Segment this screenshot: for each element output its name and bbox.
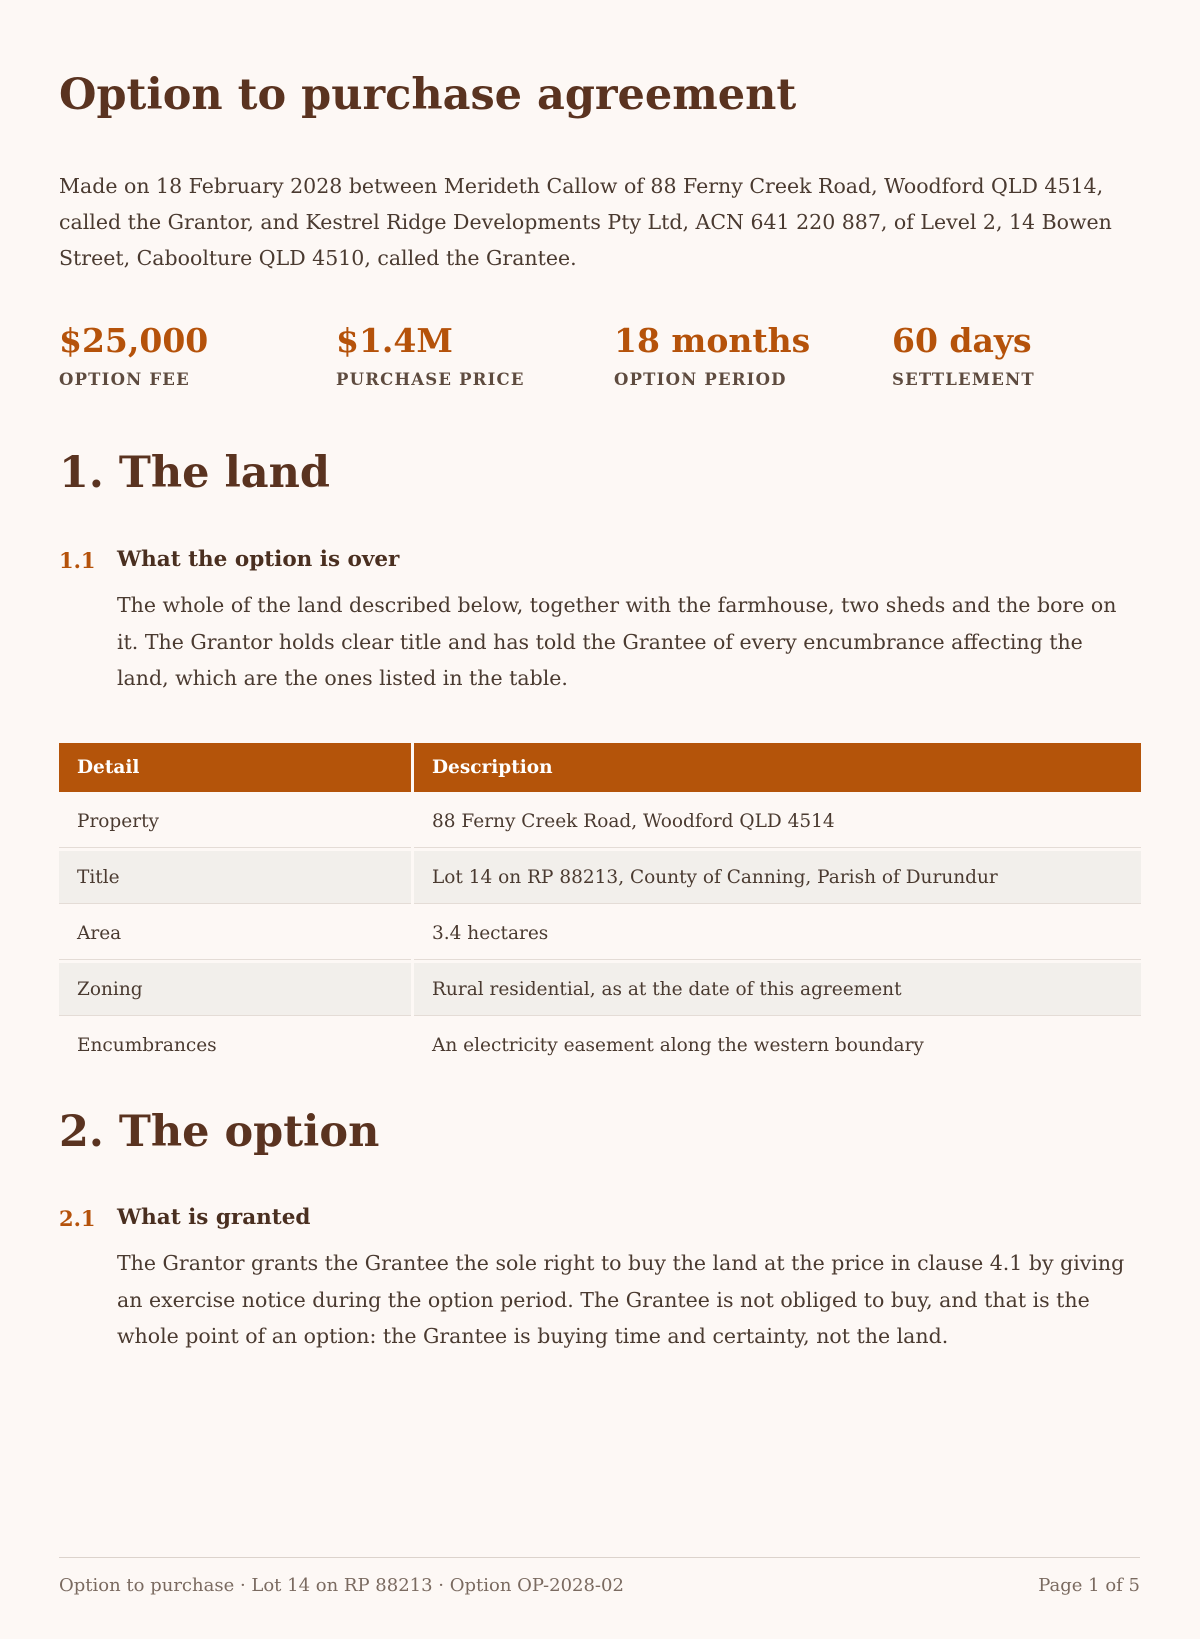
section-heading-the-land: 1. The land	[59, 448, 330, 498]
stat-purchase-price	[336, 318, 525, 389]
footer-page-number: Page 1 of 5	[1038, 1575, 1140, 1596]
stat-label: OPTION FEE	[59, 370, 190, 389]
table-row	[59, 795, 1141, 848]
table-cell-description: An electricity easement along the western boundary	[432, 1034, 924, 1056]
table-row	[59, 1019, 1141, 1071]
clause-number: 1.1	[59, 548, 96, 573]
footer-document-reference: Option to purchase · Lot 14 on RP 88213 · Option OP-2028-02	[59, 1575, 624, 1596]
stat-value: 60 days	[892, 321, 1032, 360]
table-cell-description: Rural residential, as at the date of this agreement	[414, 963, 1141, 1016]
stat-value: $25,000	[59, 321, 209, 360]
table-cell-description: Lot 14 on RP 88213, County of Canning, Parish of Durundur	[414, 851, 1141, 904]
clause-title: What the option is over	[117, 547, 400, 572]
stat-value: $1.4M	[336, 321, 453, 360]
table-cell-description: 88 Ferny Creek Road, Woodford QLD 4514	[414, 795, 1141, 848]
table-header-detail: Detail	[59, 743, 411, 792]
document-title: Option to purchase agreement	[59, 70, 797, 120]
table-cell-detail: Property	[59, 795, 411, 848]
section-heading-the-option: 2. The option	[59, 1107, 380, 1157]
stat-label: SETTLEMENT	[892, 370, 1035, 389]
table-cell-detail: Encumbrances	[77, 1034, 217, 1056]
clause-number: 2.1	[59, 1206, 96, 1231]
table-cell-detail: Area	[59, 907, 411, 960]
table-row	[59, 851, 1141, 904]
intro-paragraph: Made on 18 February 2028 between Merideth Callow of 88 Ferny Creek Road, Woodford QLD 4514, called the Grantor, and Kestrel Ridge Developments Pty Ltd, ACN 641 220 887, of Level 2, 14 Bowen Street, Caboolture QLD 4510, called the Grantee.	[59, 174, 1112, 270]
key-terms-summary	[59, 318, 1159, 398]
land-details-table	[56, 740, 1144, 1074]
table-row	[59, 963, 1141, 1016]
stat-value: 18 months	[614, 321, 811, 360]
table-row	[59, 907, 1141, 960]
stat-option-period	[614, 318, 810, 389]
stat-label: OPTION PERIOD	[614, 370, 787, 389]
table-cell-detail: Title	[59, 851, 411, 904]
table-cell-description: 3.4 hectares	[414, 907, 1141, 960]
clause-title: What is granted	[117, 1205, 311, 1230]
stat-settlement	[892, 318, 1035, 389]
stat-option-fee	[59, 318, 208, 389]
table-header-row	[59, 743, 1141, 792]
table-cell-detail: Zoning	[59, 963, 411, 1016]
clause-body: The Grantor grants the Grantee the sole right to buy the land at the price in clause 4.1 by giving an exercise notice during the option period. The Grantee is not obliged to buy, and that is the whole point of an option: the Grantee is buying time and certainty, not the land.	[117, 1251, 1125, 1348]
footer-divider	[59, 1557, 1140, 1558]
clause-body: The whole of the land described below, together with the farmhouse, two sheds and the bore on it. The Grantor holds clear title and has told the Grantee of every encumbrance affecting the land, which are the ones listed in the table.	[117, 593, 1117, 690]
stat-label: PURCHASE PRICE	[336, 370, 525, 389]
table-header-description: Description	[414, 743, 1141, 792]
